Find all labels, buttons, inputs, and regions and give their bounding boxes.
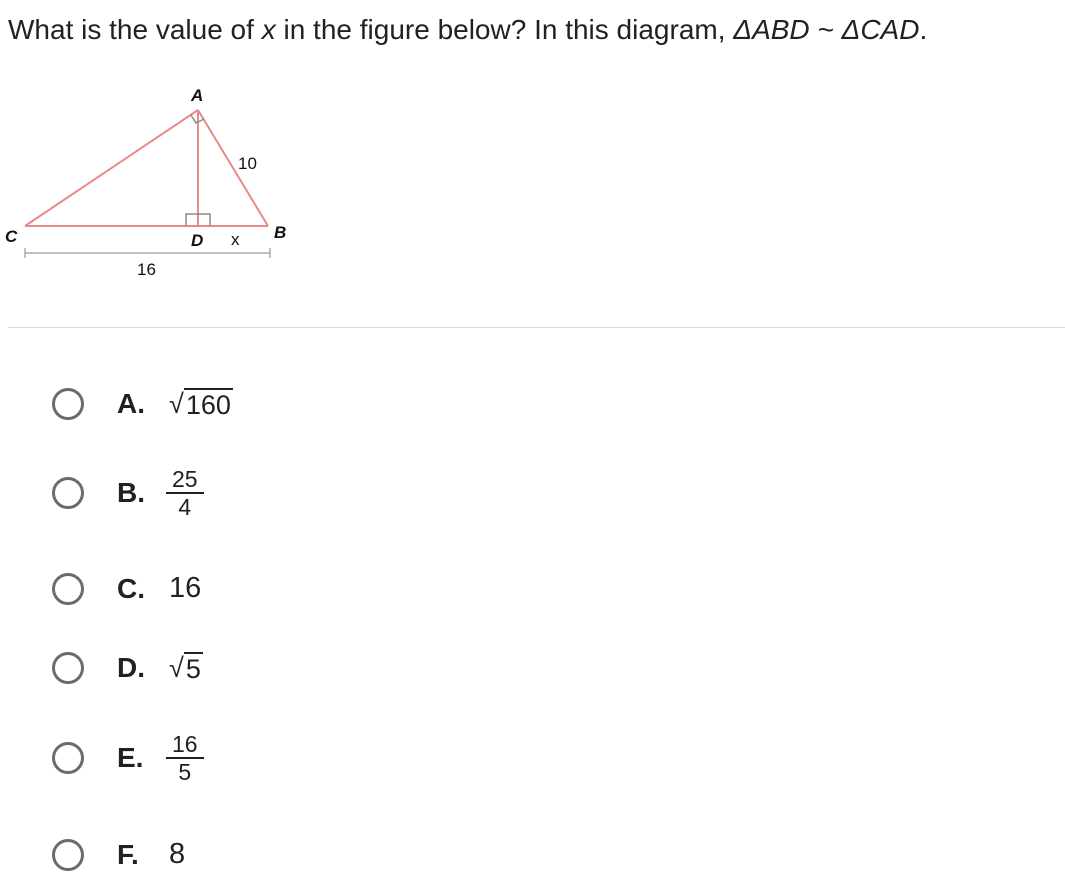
option-letter: E. — [117, 742, 144, 773]
radio-button-a[interactable] — [52, 388, 84, 420]
option-value: 8 — [169, 838, 186, 870]
option-value-sqrt — [169, 652, 203, 684]
vertex-label-a: A — [191, 86, 204, 105]
label-ab-length: 10 — [238, 154, 257, 173]
option-letter: F. — [117, 838, 139, 870]
vertex-label-d: D — [191, 231, 204, 250]
option-value-sqrt — [169, 388, 233, 420]
triangle-diagram — [0, 78, 300, 288]
numerator: 25 — [172, 466, 198, 492]
option-letter: D. — [117, 652, 145, 683]
radio-button-d[interactable] — [52, 652, 84, 684]
radio-button-c[interactable] — [52, 573, 84, 605]
option-value-fraction — [169, 731, 201, 785]
question-variable: x — [261, 14, 276, 45]
sqrt-symbol-icon: √ — [169, 389, 184, 419]
option-letter: C. — [117, 572, 145, 604]
option-letter: A. — [117, 388, 145, 419]
option-e[interactable] — [52, 731, 201, 785]
side-ca — [25, 110, 198, 226]
side-ab — [198, 110, 268, 226]
option-d[interactable] — [52, 652, 203, 684]
question-middle: in the figure below? In this diagram, — [275, 14, 734, 45]
vertex-label-b: B — [274, 223, 287, 242]
option-a[interactable] — [52, 388, 233, 420]
denominator: 4 — [166, 492, 204, 520]
triangle-figure — [0, 78, 300, 288]
radicand: 5 — [185, 654, 201, 684]
question-suffix: . — [919, 14, 928, 45]
numerator: 16 — [172, 731, 198, 757]
option-value-fraction — [169, 466, 201, 520]
similarity-statement: ΔABD ~ ΔCAD — [733, 14, 920, 45]
question-text — [8, 10, 927, 50]
section-divider — [8, 327, 1065, 328]
label-db-x: x — [231, 230, 240, 249]
option-f[interactable] — [52, 838, 185, 871]
label-cb-length: 16 — [137, 260, 156, 279]
denominator: 5 — [166, 757, 204, 785]
question-prefix: What is the value of — [8, 14, 262, 45]
option-b[interactable] — [52, 466, 201, 520]
radicand: 160 — [185, 390, 231, 420]
option-letter: B. — [117, 477, 145, 508]
radio-button-f[interactable] — [52, 839, 84, 871]
sqrt-symbol-icon: √ — [169, 653, 184, 683]
option-c[interactable] — [52, 572, 201, 605]
radio-button-b[interactable] — [52, 477, 84, 509]
radio-button-e[interactable] — [52, 742, 84, 774]
vertex-label-c: C — [5, 227, 18, 246]
option-value: 16 — [169, 572, 202, 604]
